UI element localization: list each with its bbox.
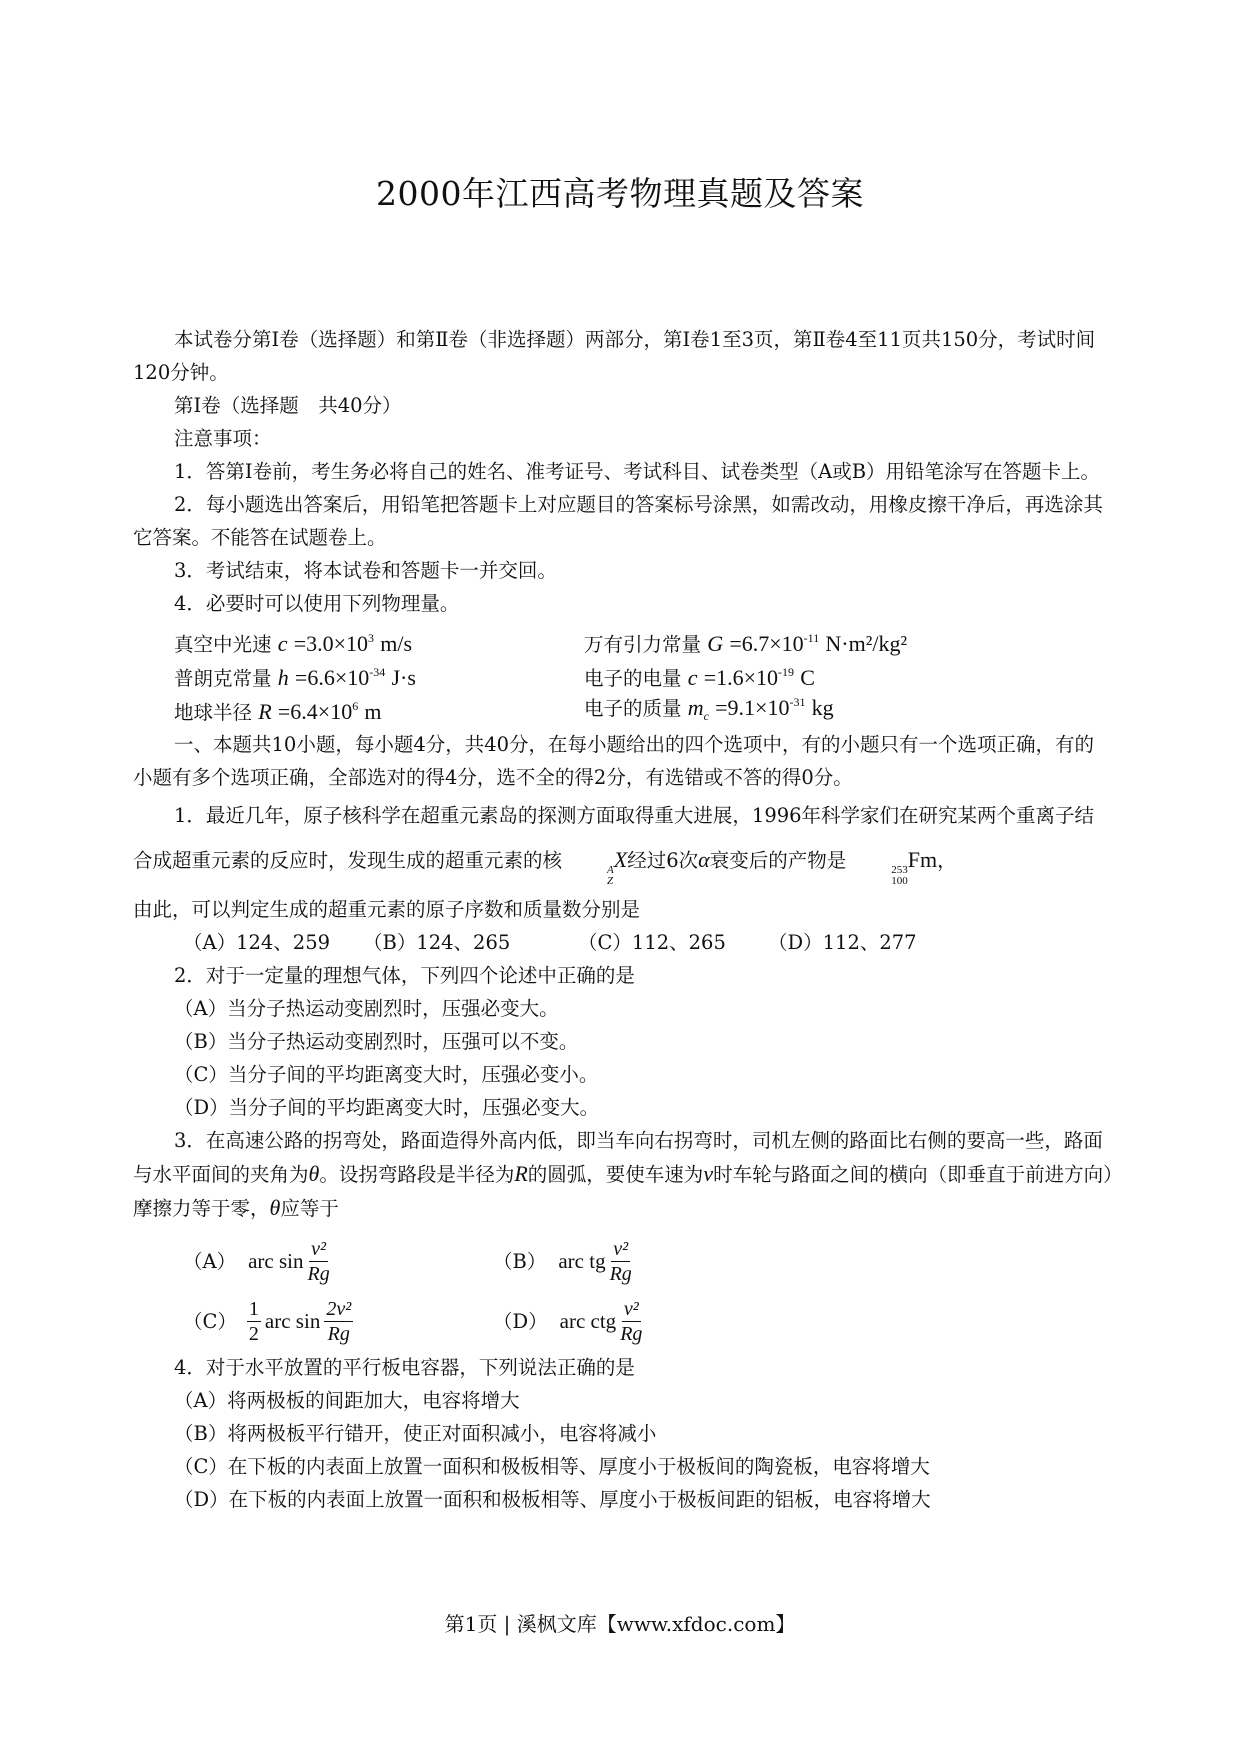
constant-value: =6.6×10 xyxy=(294,664,370,690)
denominator: 2 xyxy=(248,1322,259,1345)
fraction xyxy=(610,1237,632,1286)
nuclide-mass-number: A xyxy=(607,864,614,876)
denominator: Rg xyxy=(327,1322,350,1345)
nuclide-symbol: X xyxy=(613,847,628,872)
notice-heading: 注意事项： xyxy=(174,427,272,450)
constant-electron-mass xyxy=(584,686,834,733)
constant-unit: N·m²/kg² xyxy=(825,630,908,656)
q1-text: 经过6次 xyxy=(627,849,699,872)
nuclide-atomic-number: Z xyxy=(607,875,614,887)
coefficient-fraction xyxy=(247,1297,261,1346)
option-b: （B）将两极板平行错开，使正对面积减小，电容将减小 xyxy=(174,1422,657,1445)
q1-text: 1．最近几年，原子核科学在超重元素岛的探测方面取得重大进展，1996年科学家们在研究某两个重离子结合成超重元素的反应时，发现生成的超重元素的核 xyxy=(133,804,1095,872)
constant-exponent: -34 xyxy=(369,664,386,679)
exam-body xyxy=(133,323,1113,1516)
nuclide-atomic-number: 100 xyxy=(891,875,908,887)
option-label: （A） xyxy=(183,1249,237,1273)
q3-text: 应等于 xyxy=(280,1197,339,1220)
constants-table xyxy=(133,624,1113,726)
option-d: （D）当分子间的平均距离变大时，压强必变大。 xyxy=(174,1096,600,1119)
constant-unit: kg xyxy=(811,694,834,720)
constant-unit: C xyxy=(800,664,815,690)
option-label: （B） xyxy=(493,1249,547,1273)
q3-text: 时车轮与路面之间的横向（即垂直于前进方向）摩擦力等于零， xyxy=(133,1163,1113,1220)
numerator: v² xyxy=(623,1297,639,1320)
numerator: v² xyxy=(311,1237,327,1260)
question-2-stem: 2．对于一定量的理想气体，下列四个论述中正确的是 xyxy=(174,964,635,987)
constant-label: 电子的电量 xyxy=(584,666,682,690)
option-c: （C）在下板的内表面上放置一面积和极板相等、厚度小于极板间的陶瓷板，电容将增大 xyxy=(174,1455,930,1478)
constant-exponent: -31 xyxy=(789,694,806,709)
constant-exponent: 3 xyxy=(368,630,375,645)
question-4-stem: 4．对于水平放置的平行板电容器，下列说法正确的是 xyxy=(174,1356,635,1379)
velocity-symbol: v xyxy=(703,1161,714,1186)
nuclide-mass-number: 253 xyxy=(891,864,908,876)
notice-item: 4．必要时可以使用下列物理量。 xyxy=(174,592,460,615)
q1-options xyxy=(133,926,1113,959)
q1-text: ， xyxy=(937,849,957,872)
theta-symbol: θ xyxy=(308,1161,320,1186)
constant-value: =9.1×10 xyxy=(715,694,790,720)
constant-unit: m/s xyxy=(380,630,413,656)
constant-exponent: -11 xyxy=(803,630,820,645)
constant-exponent: -19 xyxy=(778,664,795,679)
option-a: （A）将两极板的间距加大，电容将增大 xyxy=(174,1389,520,1412)
q3-text: 。设拐弯路段是半径为 xyxy=(319,1163,515,1186)
part1-heading: 第Ⅰ卷（选择题 共40分） xyxy=(174,394,402,417)
option-d: （D）在下板的内表面上放置一面积和极板相等、厚度小于极板间距的铝板，电容将增大 xyxy=(174,1488,931,1511)
option-label: （C） xyxy=(183,1309,237,1333)
denominator: Rg xyxy=(307,1262,330,1285)
option-a: （A）当分子热运动变剧烈时，压强必变大。 xyxy=(174,997,559,1020)
constant-symbol: h xyxy=(277,664,289,690)
constant-label: 万有引力常量 xyxy=(584,632,702,656)
constant-subscript: c xyxy=(703,708,709,723)
constant-label: 真空中光速 xyxy=(174,632,272,656)
radius-symbol: R xyxy=(514,1161,528,1186)
constant-label: 电子的质量 xyxy=(584,696,682,720)
constants-row xyxy=(133,692,1113,726)
q3-text: 3．在高速公路的拐弯处，路面造得外高内低，即当车向右拐弯时，司机左侧的路面比右侧的要高一些，路面与水平面间的夹角为 xyxy=(133,1129,1103,1186)
denominator: Rg xyxy=(620,1322,643,1345)
constant-symbol: G xyxy=(707,630,724,656)
question-3-stem xyxy=(133,1124,1113,1225)
notice-item: 3．考试结束，将本试卷和答题卡一并交回。 xyxy=(174,559,557,582)
function-name: arc sin xyxy=(264,1308,321,1333)
denominator: Rg xyxy=(609,1262,632,1285)
fraction xyxy=(324,1297,353,1346)
constant-unit: m xyxy=(364,698,382,724)
constant-label: 普朗克常量 xyxy=(174,666,272,690)
notice-item: 2．每小题选出答案后，用铅笔把答题卡上对应题目的答案标号涂黑，如需改动，用橡皮擦干净后，再选涂其它答案。不能答在试题卷上。 xyxy=(133,493,1103,549)
constant-unit: J·s xyxy=(391,664,416,690)
option-d: （D）112、277 xyxy=(768,931,917,954)
function-name: arc tg xyxy=(558,1248,606,1273)
question-1-stem xyxy=(133,794,1113,887)
option-b: （B）124、265 xyxy=(363,931,511,954)
theta-symbol: θ xyxy=(269,1195,281,1220)
intro-paragraph: 本试卷分第Ⅰ卷（选择题）和第Ⅱ卷（非选择题）两部分，第Ⅰ卷1至3页，第Ⅱ卷4至11页共150分，考试时间120分钟。 xyxy=(133,328,1096,384)
numerator: 1 xyxy=(248,1297,259,1320)
nuclide-x-notation xyxy=(566,865,614,887)
page-title: 2000年江西高考物理真题及答案 xyxy=(376,174,864,213)
nuclide-fm-notation xyxy=(850,865,908,887)
function-name: arc sin xyxy=(248,1248,304,1273)
nuclide-symbol: Fm xyxy=(907,847,938,872)
constants-row xyxy=(133,624,1113,658)
q3-options-row xyxy=(133,1291,1113,1351)
option-b xyxy=(493,1237,803,1286)
function-name: arc ctg xyxy=(559,1308,617,1333)
q3-options-row xyxy=(133,1231,1113,1291)
constant-value: =3.0×10 xyxy=(293,630,369,656)
constant-label: 地球半径 xyxy=(174,700,253,724)
constant-symbol: c xyxy=(277,630,288,656)
constant-value: =1.6×10 xyxy=(703,664,779,690)
numerator: 2v² xyxy=(326,1297,352,1320)
constant-earth-radius xyxy=(133,690,584,729)
numerator: v² xyxy=(613,1237,629,1260)
q1-continuation: 由此，可以判定生成的超重元素的原子序数和质量数分别是 xyxy=(133,898,641,921)
fraction xyxy=(308,1237,330,1286)
notice-item: 1．答第Ⅰ卷前，考生务必将自己的姓名、准考证号、考试科目、试卷类型（A或B）用铅笔涂写在答题卡上。 xyxy=(174,460,1101,483)
q1-text: 衰变后的产物是 xyxy=(709,849,847,872)
constant-symbol: R xyxy=(258,698,272,724)
fraction xyxy=(620,1297,642,1346)
page-footer: 第1页 | 溪枫文库【www.xfdoc.com】 xyxy=(444,1612,796,1636)
alpha-symbol: α xyxy=(698,847,710,872)
option-label: （D） xyxy=(493,1309,548,1333)
constant-symbol: m xyxy=(687,694,704,720)
option-c: （C）112、265 xyxy=(578,931,726,954)
option-b: （B）当分子热运动变剧烈时，压强可以不变。 xyxy=(174,1030,579,1053)
option-c xyxy=(183,1297,493,1346)
constant-value: =6.7×10 xyxy=(729,630,804,656)
q3-text: 的圆弧，要使车速为 xyxy=(527,1163,704,1186)
option-a: （A）124、259 xyxy=(183,931,331,954)
constant-value: =6.4×10 xyxy=(277,698,353,724)
constant-exponent: 6 xyxy=(352,698,359,713)
section1-instructions: 一、本题共10小题，每小题4分，共40分，在每小题给出的四个选项中，有的小题只有一个选项正确，有的小题有多个选项正确，全部选对的得4分，选不全的得2分，有选错或不答的得0分。 xyxy=(133,733,1095,789)
option-a xyxy=(183,1237,493,1286)
option-d xyxy=(493,1297,803,1346)
constant-symbol: c xyxy=(687,664,698,690)
option-c: （C）当分子间的平均距离变大时，压强必变小。 xyxy=(174,1063,599,1086)
